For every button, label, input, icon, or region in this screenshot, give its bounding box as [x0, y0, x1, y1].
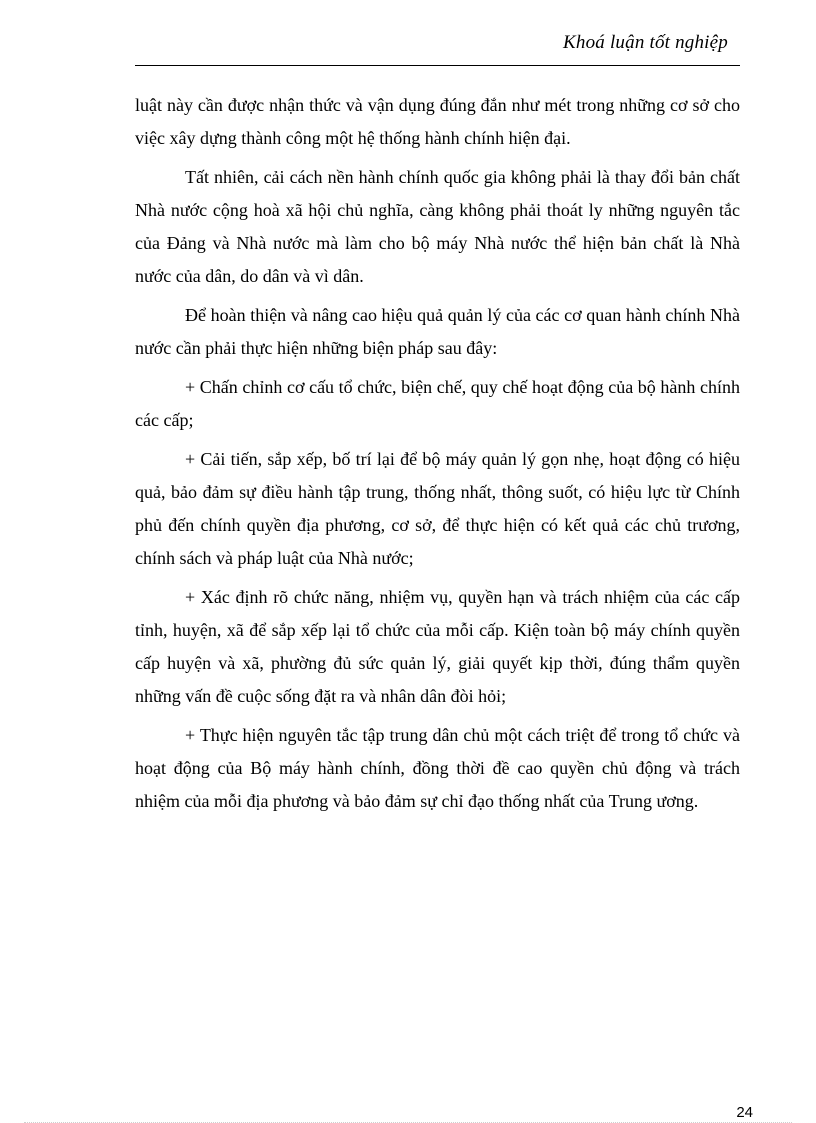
list-item: + Xác định rõ chức năng, nhiệm vụ, quyền hạn và trách nhiệm của các cấp tỉnh, huyện, xã để sắp xếp lại tổ chức của mỗi cấp. Kiện toàn bộ máy chính quyền cấp huyện và xã, phường đủ sức quản lý, giải quyết kịp thời, đúng thẩm quyền những vấn đề cuộc sống đặt ra và nhân dân đòi hỏi;: [135, 587, 740, 706]
list-item: + Chấn chỉnh cơ cấu tổ chức, biện chế, quy chế hoạt động của bộ hành chính các cấp;: [135, 377, 740, 430]
header-divider: [135, 65, 740, 66]
paragraph: Tất nhiên, cải cách nền hành chính quốc gia không phải là thay đổi bản chất Nhà nước cộng hoà xã hội chủ nghĩa, càng không phải thoát ly những nguyên tắc của Đảng và Nhà nước mà làm cho bộ máy Nhà nước thể hiện bản chất là Nhà nước của dân, do dân và vì dân.: [135, 167, 740, 286]
page-number: 24: [736, 1104, 753, 1121]
paragraph: Để hoàn thiện và nâng cao hiệu quả quản lý của các cơ quan hành chính Nhà nước cần phải thực hiện những biện pháp sau đây:: [135, 305, 740, 358]
list-item: + Thực hiện nguyên tắc tập trung dân chủ một cách triệt để trong tổ chức và hoạt động của Bộ máy hành chính, đồng thời đề cao quyền chủ động và trách nhiệm của mỗi địa phương và bảo đảm sự chỉ đạo thống nhất của Trung ương.: [135, 725, 740, 811]
list-item: + Cải tiến, sắp xếp, bố trí lại để bộ máy quản lý gọn nhẹ, hoạt động có hiệu quả, bảo đảm sự điều hành tập trung, thống nhất, thông suốt, có hiệu lực từ Chính phủ đến chính quyền địa phương, cơ sở, để thực hiện có kết quả các chủ trương, chính sách và pháp luật của Nhà nước;: [135, 449, 740, 568]
header-title: Khoá luận tốt nghiệp: [563, 32, 728, 53]
document-body: [135, 89, 740, 824]
paragraph-continuation: luật này cần được nhận thức và vận dụng đúng đắn như mét trong những cơ sở cho việc xây dựng thành công một hệ thống hành chính hiện đại.: [135, 95, 740, 148]
